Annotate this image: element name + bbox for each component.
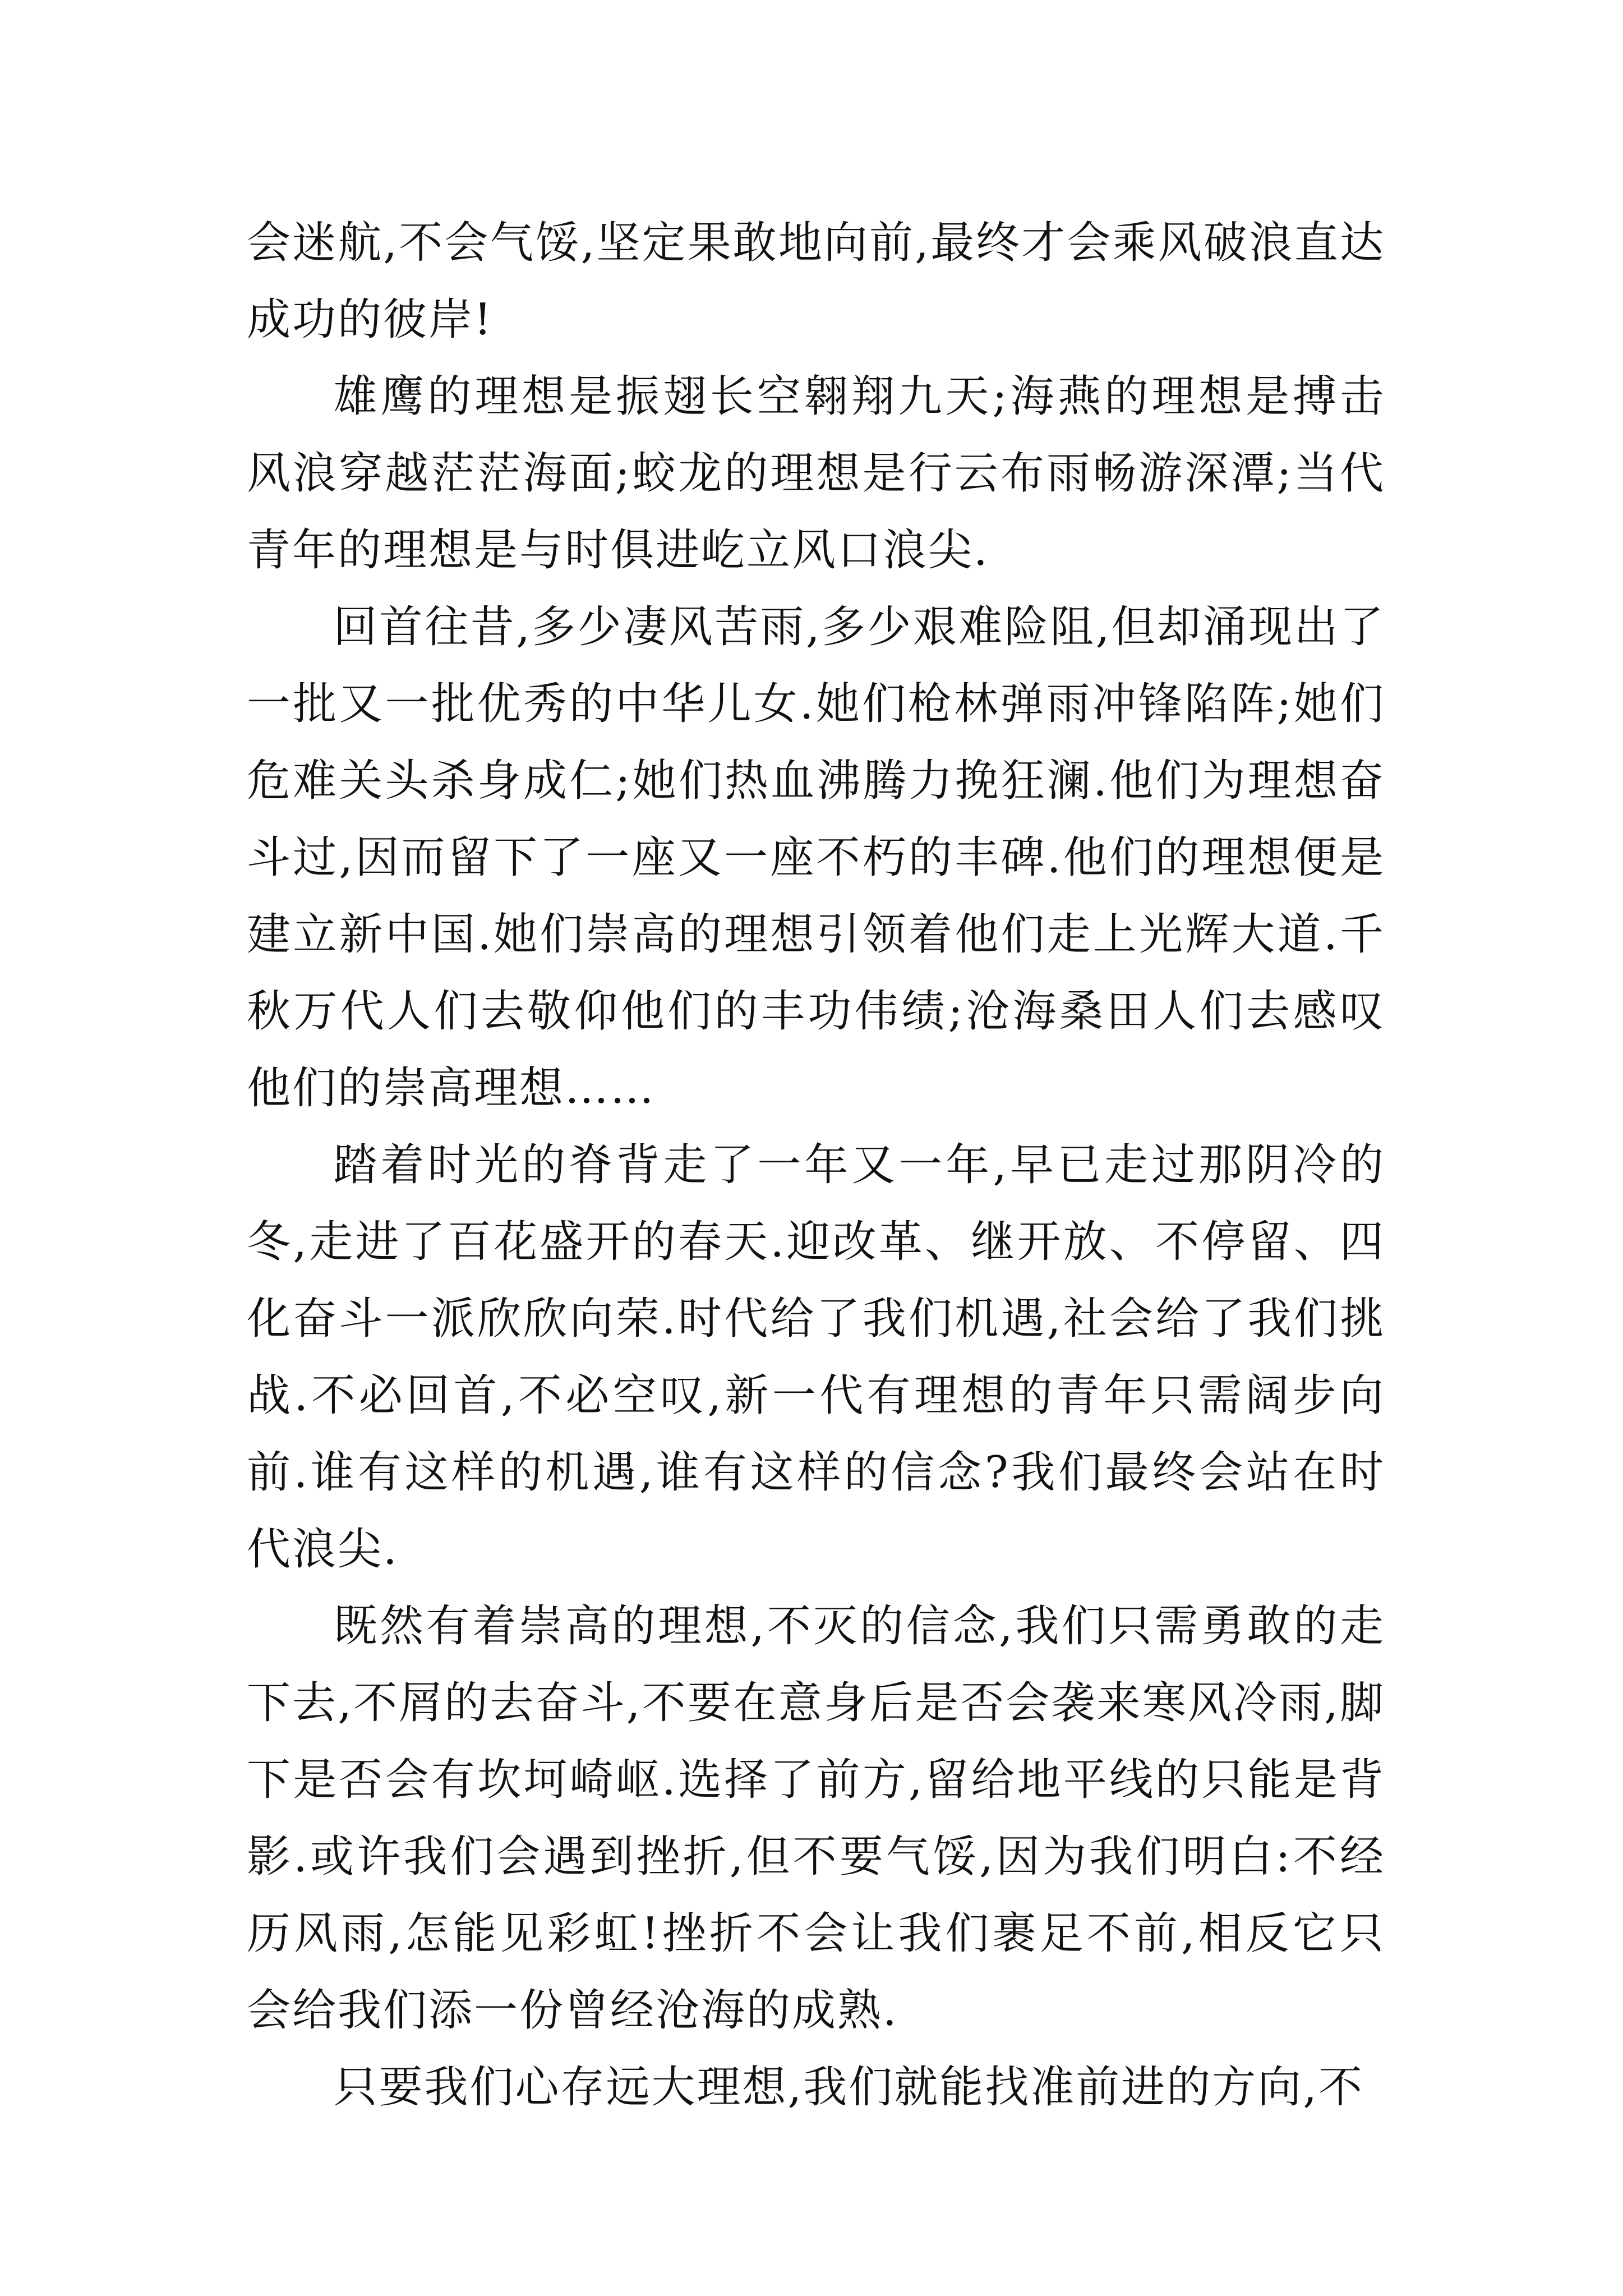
- paragraph-ideals-analogy: 雄鹰的理想是振翅长空翱翔九天;海燕的理想是搏击风浪穿越茫茫海面;蛟龙的理想是行云布雨畅游深潭;当代青年的理想是与时俱进屹立风口浪尖.: [247, 371, 1385, 576]
- paragraph-courage: 既然有着崇高的理想,不灭的信念,我们只需勇敢的走下去,不屑的去奋斗,不要在意身后是否会袭来寒风冷雨,脚下是否会有坎坷崎岖.选择了前方,留给地平线的只能是背影.或许我们会遇到挫折,但不要气馁,因为我们明白:不经历风雨,怎能见彩虹!挫折不会让我们裹足不前,相反它只会给我们添一份曾经沧海的成熟.: [247, 1601, 1385, 2036]
- document-body: [247, 205, 1385, 2126]
- paragraph-continued: 会迷航,不会气馁,坚定果敢地向前,最终才会乘风破浪直达成功的彼岸!: [247, 218, 1385, 345]
- paragraph-new-era: 踏着时光的脊背走了一年又一年,早已走过那阴冷的冬,走进了百花盛开的春天.迎改革、继开放、不停留、四化奋斗一派欣欣向荣.时代给了我们机遇,社会给了我们挑战.不必回首,不必空叹,新一代有理想的青年只需阔步向前.谁有这样的机遇,谁有这样的信念?我们最终会站在时代浪尖.: [247, 1140, 1385, 1575]
- paragraph-conclusion: 只要我们心存远大理想,我们就能找准前进的方向,不: [333, 2062, 1364, 2113]
- paragraph-history: 回首往昔,多少凄风苦雨,多少艰难险阻,但却涌现出了一批又一批优秀的中华儿女.她们枪林弹雨冲锋陷阵;她们危难关头杀身成仁;她们热血沸腾力挽狂澜.他们为理想奋斗过,因而留下了一座又一座不朽的丰碑.他们的理想便是建立新中国.她们崇高的理想引领着他们走上光辉大道.千秋万代人们去敬仰他们的丰功伟绩;沧海桑田人们去感叹他们的崇高理想……: [247, 602, 1385, 1114]
